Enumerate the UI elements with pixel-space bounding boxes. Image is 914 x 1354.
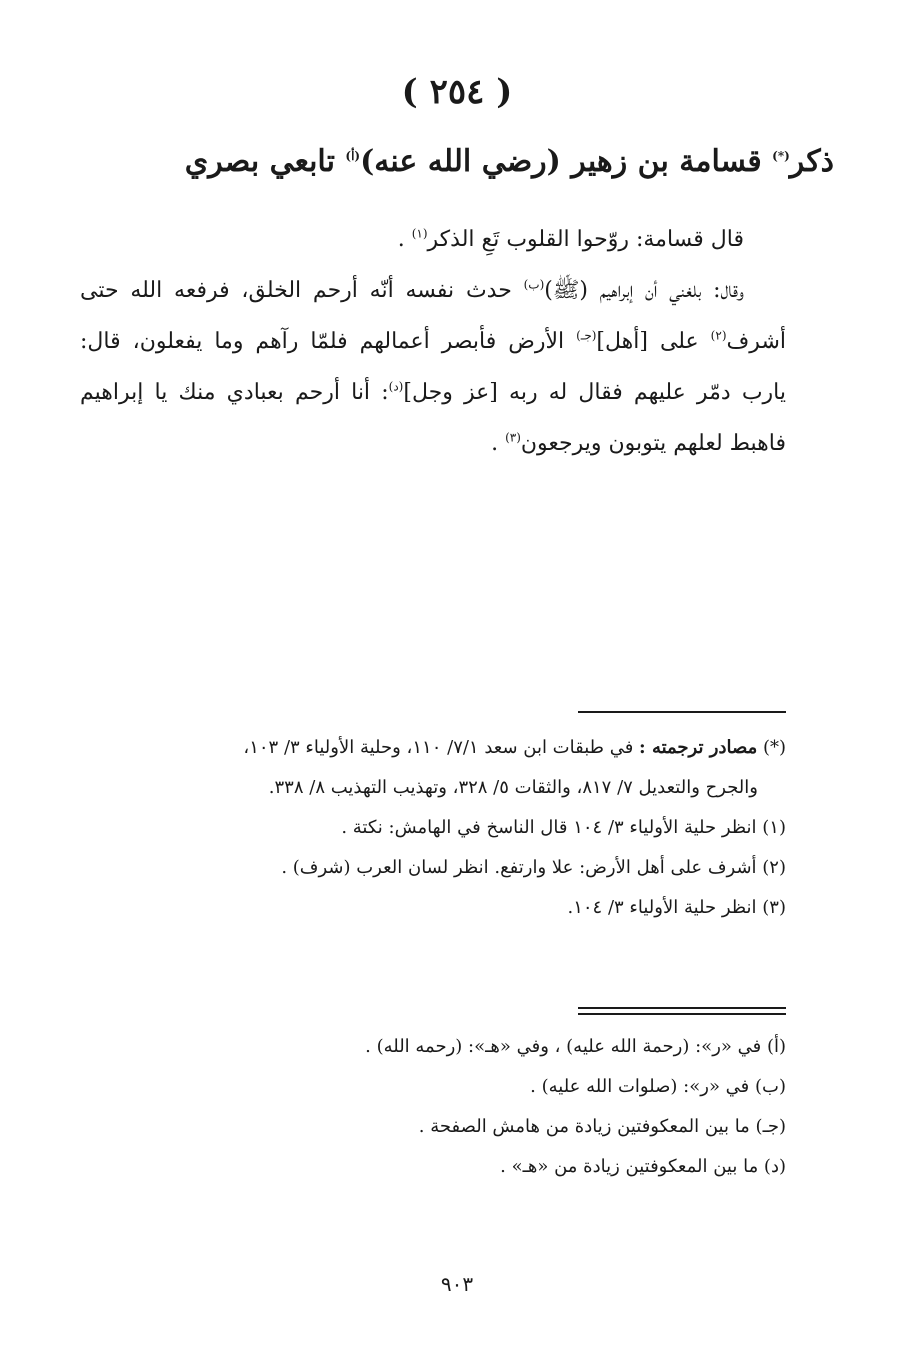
variant-note-b: (ب) في «ر»: (صلوات الله عليه) . [530,1076,786,1097]
footnote-sources-line-1: في طبقات ابن سعد ٧/١/ ١١٠، وحلية الأولياء ٣/ ١٠٣، [243,737,640,758]
paragraph-2-text-2: حدث نفسه أنّه أرحم الخلق، فرفعه الله حتى أشرف [80,278,786,354]
footnote-sources-line-2: والجرح والتعديل ٧/ ٨١٧، والثقات ٥/ ٣٢٨، وتهذيب التهذيب ٨/ ٣٣٨. [268,777,758,798]
title-part-1: ذكر [789,144,834,179]
title-part-2: قسامة بن زهير (رضي الله عنه) [360,144,762,179]
paragraph-2-end: . [491,431,506,456]
footnote-separator [578,711,786,713]
footnotes [80,728,786,928]
variant-notes [80,1027,786,1187]
footnote-ref-b: (ب) [523,277,545,292]
footnote-sources [80,728,786,768]
variant-notes-separator [578,1007,786,1015]
paragraph-2-text-1: وقال: بلغني أن إبراهيم (ﷺ) [544,278,744,303]
footnote-ref-3: (٣) [505,430,521,445]
entry-title [80,138,834,186]
paragraph-2 [80,265,786,469]
variant-note-dal: (د) ما بين المعكوفتين زيادة من «هـ» . [500,1156,786,1177]
footnote-ref-1: (١) [411,226,428,241]
paragraph-2-text-5: : أنا أرحم بعبادي منك يا إبراهيم فاهبط لعلهم يتوبون ويرجعون [80,380,786,456]
paragraph-1-text: قال قسامة: روّحوا القلوب تَعِ الذكر [427,227,744,252]
footnote-sources-heading: مصادر ترجمته : [639,737,758,758]
title-footnote-marker-star: (*) [772,149,790,163]
paragraph-1 [80,214,786,265]
paragraph-1-end: . [397,227,412,252]
footnote-ref-dal: (د) [388,379,404,394]
footnote-ref-2: (٢) [710,328,727,343]
variant-note-a: (أ) في «ر»: (رحمة الله عليه) ، وفي «هـ»: (رحمه الله) . [365,1036,786,1057]
footnote-ref-jim: (جـ) [576,328,597,343]
footnote-2: (٢) أشرف على أهل الأرض: علا وارتفع. انظر لسان العرب (شرف) . [281,857,786,878]
footnote-sources-marker: (*) [762,737,786,758]
title-footnote-marker-a: (أ) [345,149,361,163]
footnote-1: (١) انظر حلية الأولياء ٣/ ١٠٤ قال الناسخ في الهامش: نكتة . [341,817,786,838]
paragraph-2-text-4: الأرض فأبصر أعمالهم فلمّا رآهم وما يفعلون، قال: يارب دمّر عليهم فقال له ربه [عز وجل] [80,329,786,405]
entry-number: ( ٢٥٤ ) [401,72,513,112]
footnote-3: (٣) انظر حلية الأولياء ٣/ ١٠٤. [567,897,786,918]
variant-note-jim: (جـ) ما بين المعكوفتين زيادة من هامش الصفحة . [418,1116,786,1137]
body-text [80,214,786,469]
title-part-3: تابعي بصري [184,144,335,179]
page-number: ٩٠٣ [440,1272,474,1296]
paragraph-2-text-3: على [أهل] [596,329,711,354]
